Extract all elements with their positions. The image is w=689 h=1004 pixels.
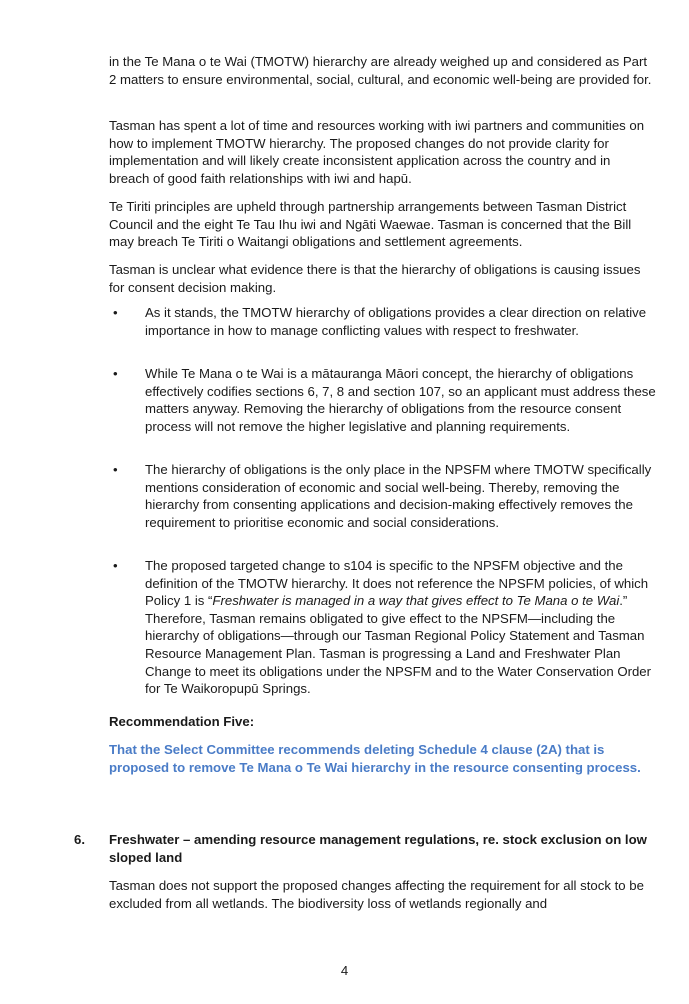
section-heading: Freshwater – amending resource management regulations, re. stock exclusion on low sloped land: [109, 832, 647, 865]
paragraph-evidence: Tasman is unclear what evidence there is that the hierarchy of obligations is causing issues for consent decision making.: [109, 262, 641, 295]
policy-quote: Freshwater is managed in a way that gives effect to Te Mana o te Wai: [212, 593, 620, 609]
paragraph-tmotw-part2: in the Te Mana o te Wai (TMOTW) hierarchy are already weighed up and considered as Part 2 matters to ensure environmental, social, cultural, and economic well-being are provided for.: [109, 54, 652, 87]
recommendation-heading: Recommendation Five:: [109, 714, 255, 729]
bullet-marker: •: [113, 305, 118, 320]
recommendation-text: That the Select Committee recommends deleting Schedule 4 clause (2A) that is proposed to remove Te Mana o Te Wai hierarchy in the resource consenting process.: [109, 742, 641, 775]
bullet-marker: •: [113, 558, 118, 573]
paragraph-te-tiriti: Te Tiriti principles are upheld through partnership arrangements between Tasman District Council and the eight Te Tau Ihu iwi and Ngāti Waewae. Tasman is concerned that the Bill may breach Te Tiriti o Waitangi obligations and settlement agreements.: [109, 199, 632, 250]
bullet-item-economic-wellbeing: The hierarchy of obligations is the only place in the NPSFM where TMOTW specifically mentions consideration of economic and social well-being. Thereby, removing the hierarchy from consenting applications and decision-making effectively removes the requirement to prioritise economic and social considerations.: [145, 462, 652, 530]
bullet-marker: •: [113, 366, 118, 381]
bullet-item-s104: [145, 557, 657, 698]
bullet-marker: •: [113, 462, 118, 477]
paragraph-stock-exclusion: Tasman does not support the proposed changes affecting the requirement for all stock to be excluded from all wetlands. The biodiversity loss of wetlands regionally and: [109, 878, 644, 911]
bullet-text-part: The proposed targeted change to s104 is specific to the NPSFM objective and the definition of the TMOTW hierarchy. It does not reference the NPSFM policies, of which Policy 1 is “: [145, 558, 649, 609]
bullet-item-matauranga: While Te Mana o te Wai is a mātauranga Māori concept, the hierarchy of obligations effectively codifies sections 6, 7, 8 and section 107, so an applicant must address these matters anyway. Removing the hierarchy of obligations from the resource consent process will not remove the higher legislative and planning requirements.: [145, 366, 656, 434]
bullet-text-part: .” Therefore, Tasman remains obligated to give effect to the NPSFM—including the hierarchy of obligations—through our Tasman Regional Policy Statement and Tasman Resource Management Plan. Tasman is progressing a Land and Freshwater Plan Change to meet its obligations under the NPSFM and to the Water Conservation Order for Te Waikoropupū Springs.: [145, 593, 652, 697]
bullet-item-clear-direction: As it stands, the TMOTW hierarchy of obligations provides a clear direction on relative importance in how to manage conflicting values with respect to freshwater.: [145, 305, 647, 338]
section-number: 6.: [74, 832, 85, 847]
page-number: 4: [340, 963, 349, 978]
paragraph-iwi-partners: Tasman has spent a lot of time and resources working with iwi partners and communities on how to implement TMOTW hierarchy. The proposed changes do not provide clarity for implementation and will likely create inconsistent application across the country and in breach of good faith relationships with iwi and hapū.: [109, 118, 645, 186]
